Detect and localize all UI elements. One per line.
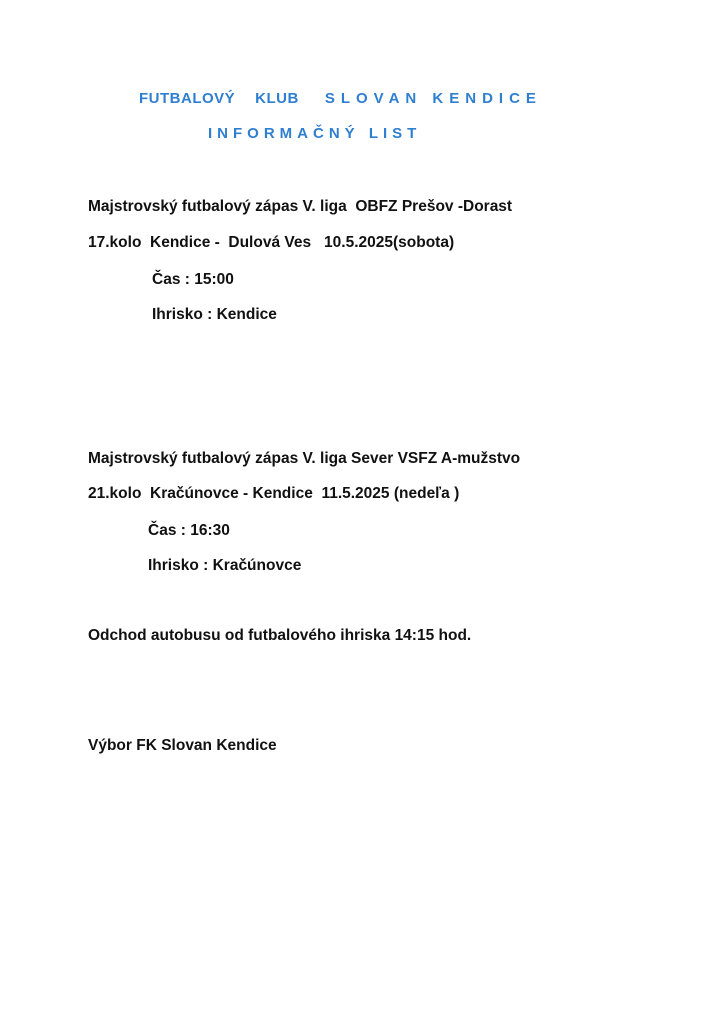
match2-competition: Majstrovský futbalový zápas V. liga Sever VSFZ A-mužstvo: [88, 450, 521, 467]
club-title-word-futbalovy: FUTBALOVÝ: [139, 90, 236, 107]
club-title-word-klub: KLUB: [255, 90, 299, 107]
signature: Výbor FK Slovan Kendice: [88, 737, 277, 754]
match1-time: Čas : 15:00: [152, 271, 234, 288]
bus-departure-note: Odchod autobusu od futbalového ihriska 14:15 hod.: [88, 627, 472, 644]
match1-fixture: 17.kolo Kendice - Dulová Ves 10.5.2025(sobota): [88, 234, 455, 251]
club-title: [139, 91, 542, 106]
match2-time: Čas : 16:30: [148, 522, 230, 539]
club-title-name: SLOVAN KENDICE: [324, 90, 542, 107]
match1-venue: Ihrisko : Kendice: [152, 306, 277, 323]
match2-venue: Ihrisko : Kračúnovce: [148, 557, 302, 574]
match2-fixture: 21.kolo Kračúnovce - Kendice 11.5.2025 (nedeľa ): [88, 485, 460, 502]
document-subtitle: INFORMAČNÝ LIST: [208, 125, 422, 142]
match1-competition: Majstrovský futbalový zápas V. liga OBFZ Prešov -Dorast: [88, 198, 513, 215]
